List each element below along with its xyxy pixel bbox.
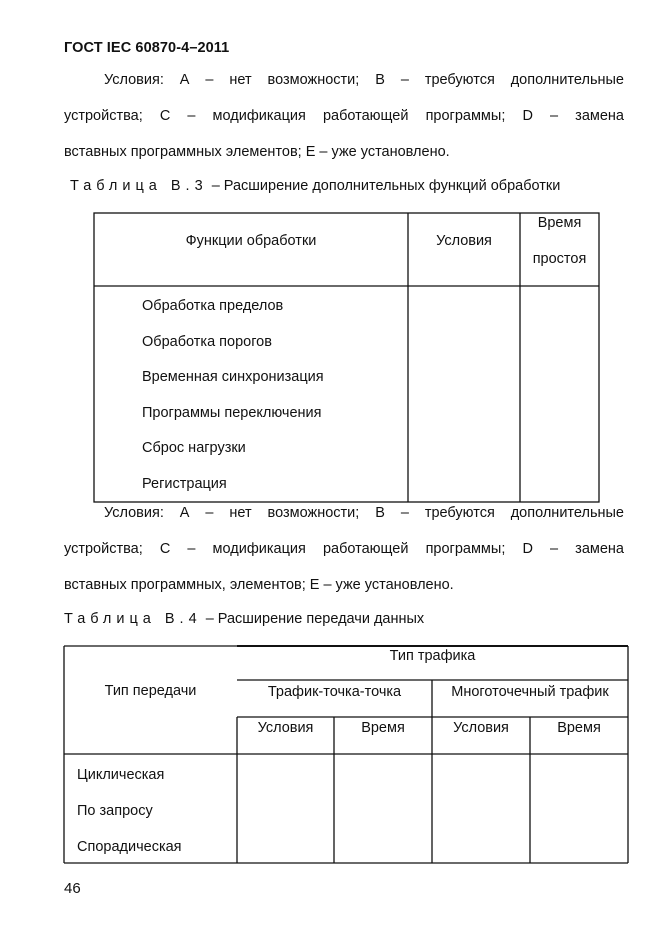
table-b3-row: Программы переключения — [142, 404, 322, 421]
table-b4-row: По запросу — [77, 803, 153, 819]
document-header: ГОСТ IEC 60870-4–2011 — [64, 40, 230, 56]
table-b3-row: Временная синхронизация — [142, 369, 324, 386]
paragraph-line: вставных программных, элементов; Е – уже установлено. — [64, 577, 454, 593]
paragraph-line: вставных программных элементов; Е – уже установлено. — [64, 144, 450, 160]
table-b3-row: Сброс нагрузки — [142, 440, 246, 457]
table-b4-header-traffic-type: Тип трафика — [389, 648, 476, 664]
table-b4-caption-text: – Расширение передачи данных — [205, 611, 425, 627]
table-b3-header-downtime-2: простоя — [532, 251, 587, 267]
paragraph-line: устройства; С – модификация работающей программы; D – замена — [64, 541, 624, 557]
table-b3-caption-label: Таблица В.3 — [70, 178, 208, 194]
paragraph-line: Условия: А – нет возможности; В – требуются дополнительные — [104, 72, 624, 88]
table-b3-row: Регистрация — [142, 475, 227, 492]
table-b3-header-downtime-1: Время — [537, 215, 582, 231]
table-b3-row: Обработка пределов — [142, 298, 284, 314]
table-b3-header-conditions: Условия — [436, 233, 492, 249]
table-b4-header-transfer-type: Тип передачи — [104, 683, 197, 699]
table-b4-header-conditions-1: Условия — [257, 720, 314, 736]
table-b4-header-time-2: Время — [557, 720, 601, 736]
table-b4-header-p2p: Трафик-точка-точка — [267, 684, 402, 700]
table-b3-caption-text: – Расширение дополнительных функций обработки — [211, 178, 561, 194]
table-b4-header-conditions-2: Условия — [453, 720, 509, 736]
table-b4-row: Спорадическая — [77, 839, 182, 855]
table-b3-row: Обработка порогов — [142, 333, 272, 350]
table-b3-header-functions: Функции обработки — [185, 233, 317, 249]
table-b4-header-time-1: Время — [361, 720, 405, 736]
table-b4-row: Циклическая — [77, 767, 165, 783]
table-b4-rows — [77, 757, 182, 865]
paragraph-line: Условия: А – нет возможности; В – требуются дополнительные — [104, 505, 624, 521]
paragraph-line: устройства; С – модификация работающей программы; D – замена — [64, 108, 624, 124]
table-b4-header-multipoint: Многоточечный трафик — [451, 684, 609, 700]
page-number: 46 — [64, 880, 81, 897]
table-b4-caption-label: Таблица В.4 — [64, 611, 202, 627]
